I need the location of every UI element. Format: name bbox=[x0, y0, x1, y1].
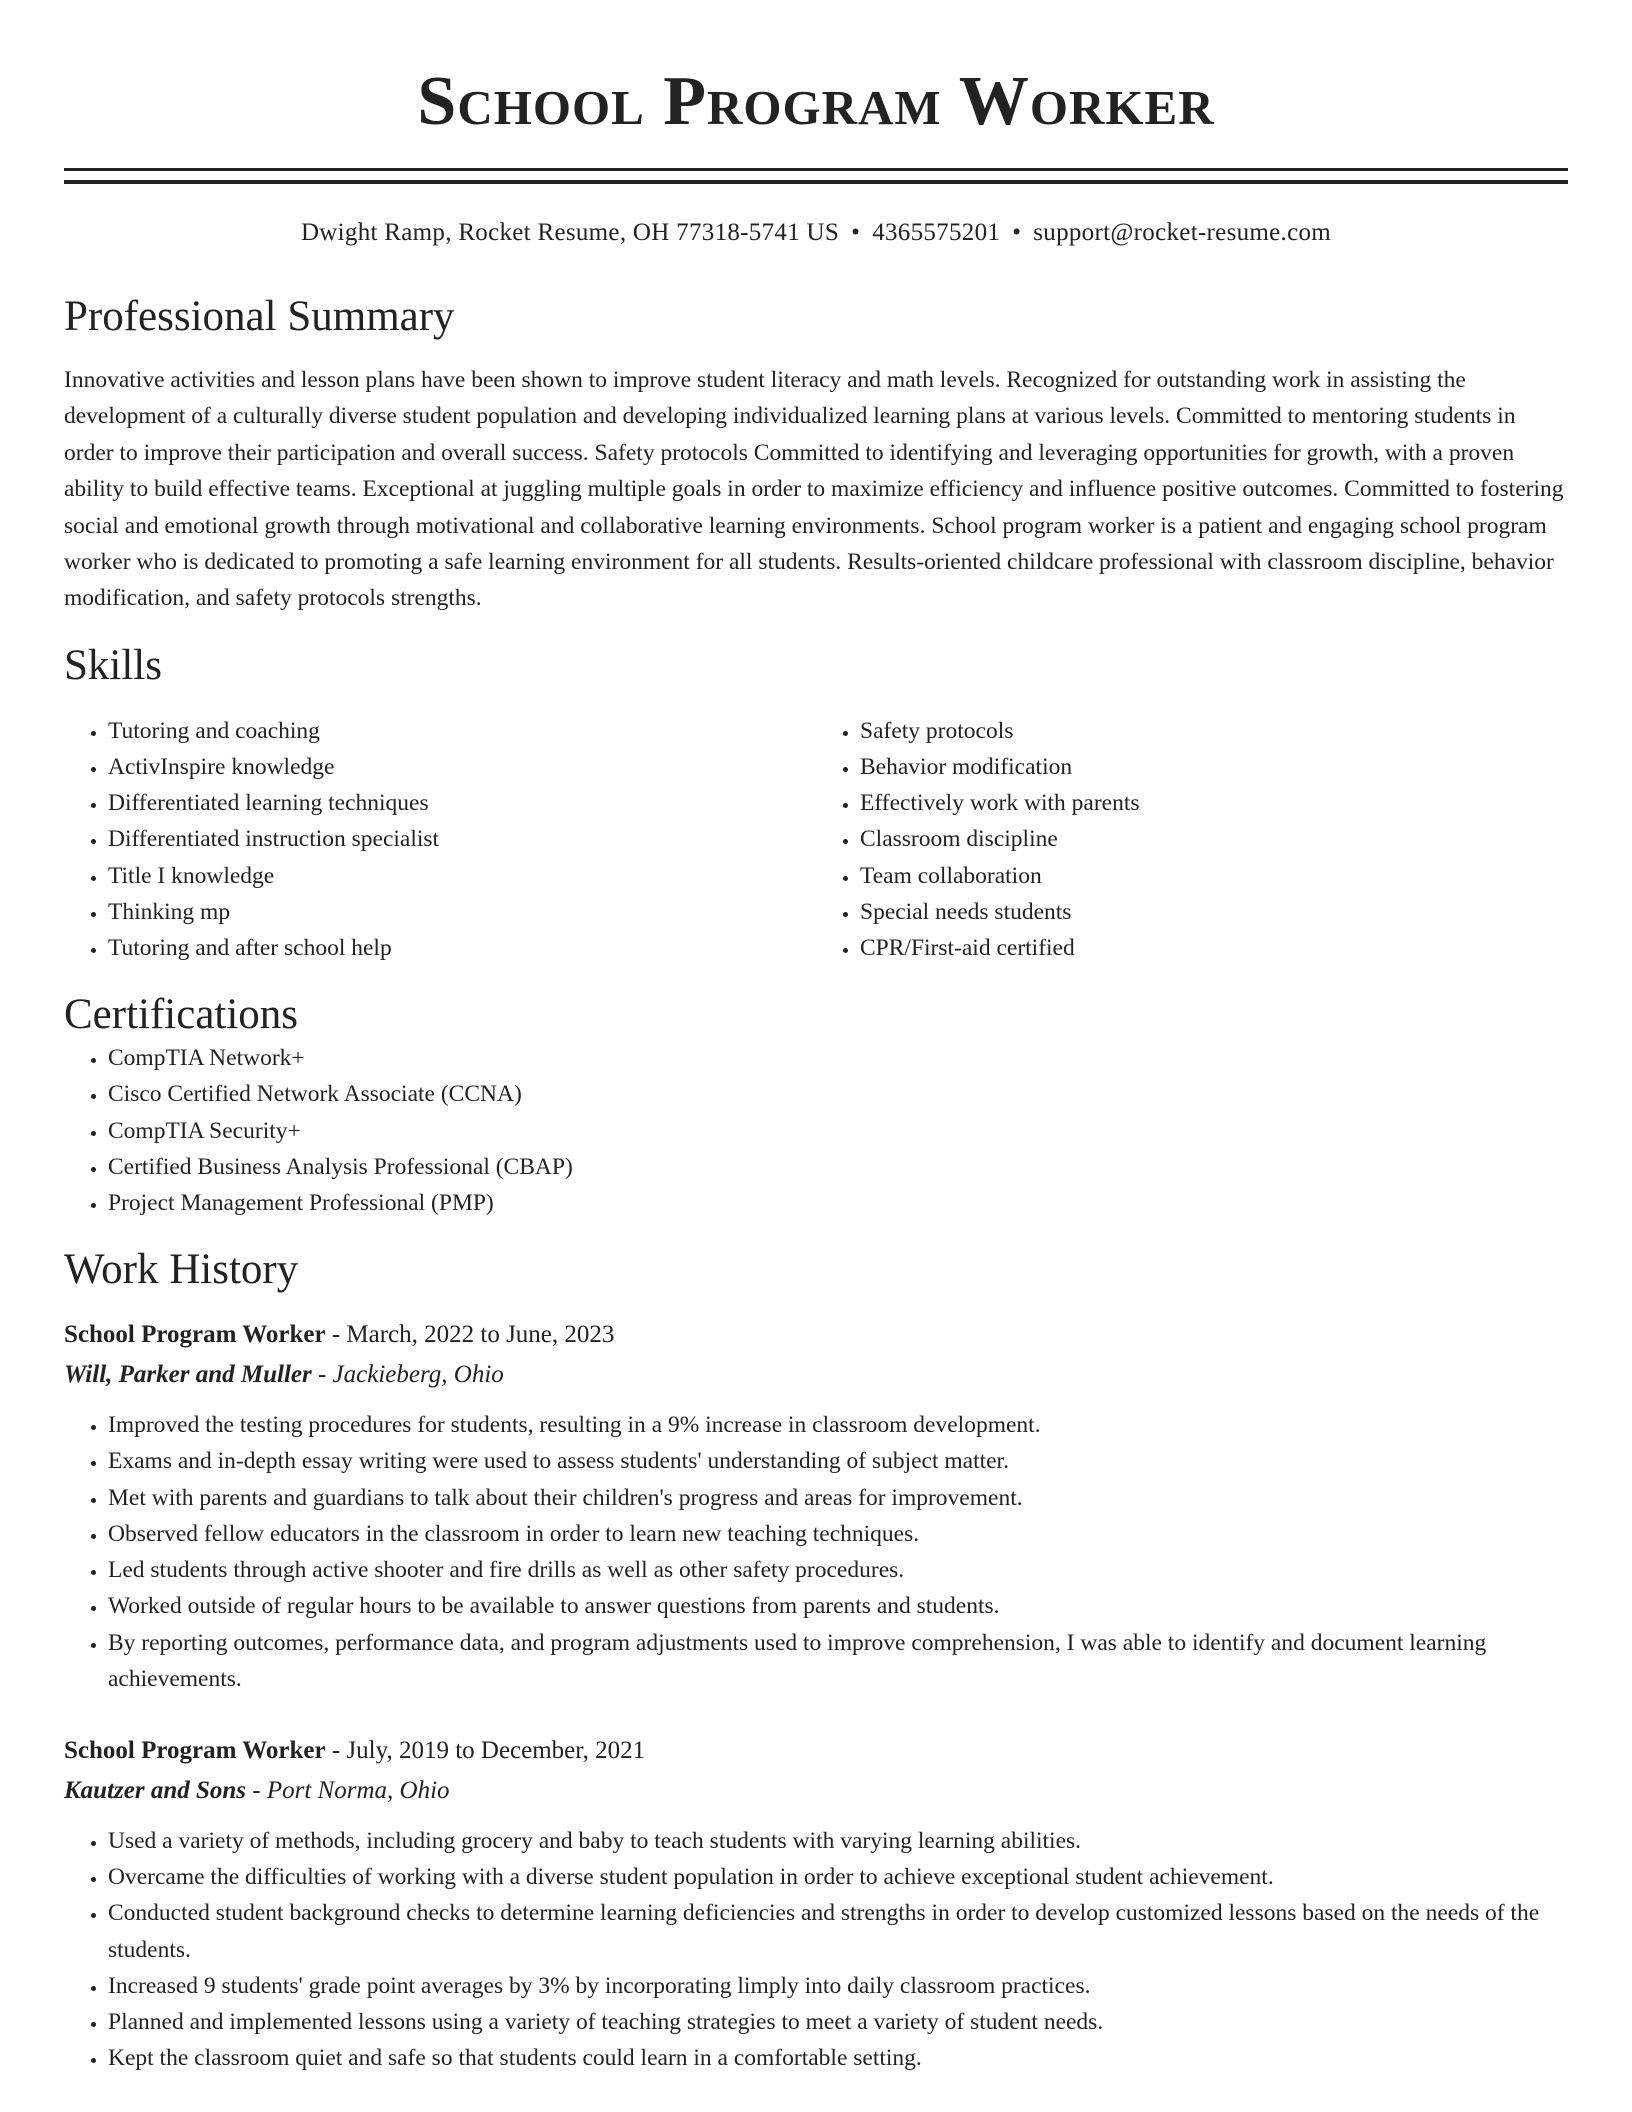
contact-phone: 4365575201 bbox=[872, 219, 1001, 246]
certification-item: • Project Management Professional (PMP) bbox=[108, 1185, 1568, 1221]
summary-text: Innovative activities and lesson plans have been shown to improve student literacy and math levels. Recognized for outstanding work in assisting the development of a culturally diverse student population and developing individualized learning plans at various levels. Committed to mentoring students in order to improve their participation and overall success. Safety protocols Committed to identifying and leveraging opportunities for growth, with a proven ability to build effective teams. Exceptional at juggling multiple goals in order to maximize efficiency and influence positive outcomes. Committed to fostering social and emotional growth through motivational and collaborative learning environments. School program worker is a patient and engaging school program worker who is dedicated to promoting a safe learning environment for all students. Results-oriented childcare professional with classroom discipline, behavior modification, and safety protocols strengths. bbox=[64, 367, 1564, 612]
resume-title: School Program Worker bbox=[417, 63, 1215, 140]
skill-item: • Behavior modification bbox=[860, 749, 1568, 785]
job-location: Port Norma, Ohio bbox=[266, 1776, 450, 1804]
skill-item: • Effectively work with parents bbox=[860, 785, 1568, 821]
skills-grid bbox=[64, 713, 1568, 966]
skill-item: • Thinking mp bbox=[108, 894, 816, 930]
job-bullet: • By reporting outcomes, performance data, and program adjustments used to improve comprehension, I was able to identify and document learning achievements. bbox=[108, 1625, 1568, 1697]
skill-item: • Tutoring and coaching bbox=[108, 713, 816, 749]
job-company-line: Will, Parker and Muller - Jackieberg, Ohio bbox=[64, 1361, 504, 1389]
job-bullet: • Increased 9 students' grade point averages by 3% by incorporating limply into daily classroom practices. bbox=[108, 1968, 1568, 2004]
job-company: Will, Parker and Muller bbox=[64, 1361, 312, 1389]
job-bullet: • Improved the testing procedures for students, resulting in a 9% increase in classroom development. bbox=[108, 1407, 1568, 1443]
job-bullet: • Exams and in-depth essay writing were used to assess students' understanding of subject matter. bbox=[108, 1443, 1568, 1479]
job-bullet: • Led students through active shooter and fire drills as well as other safety procedures. bbox=[108, 1552, 1568, 1588]
summary-heading: Professional Summary bbox=[64, 293, 455, 340]
resume-content bbox=[64, 0, 1568, 2076]
job-bullet: • Planned and implemented lessons using a variety of teaching strategies to meet a variety of student needs. bbox=[108, 2004, 1568, 2040]
skill-item: • Differentiated learning techniques bbox=[108, 785, 816, 821]
skill-item: • Special needs students bbox=[860, 894, 1568, 930]
skill-item: • Differentiated instruction specialist bbox=[108, 821, 816, 857]
certification-item: • Certified Business Analysis Professional (CBAP) bbox=[108, 1149, 1568, 1185]
skill-item: • Safety protocols bbox=[860, 713, 1568, 749]
job-title: School Program Worker bbox=[64, 1321, 326, 1349]
skill-item: • Tutoring and after school help bbox=[108, 930, 816, 966]
job-bullet: • Kept the classroom quiet and safe so that students could learn in a comfortable setting. bbox=[108, 2040, 1568, 2076]
job-title-line: School Program Worker - March, 2022 to June, 2023 bbox=[64, 1321, 615, 1349]
job-dates: March, 2022 to June, 2023 bbox=[346, 1321, 615, 1349]
job-bullet: • Observed fellow educators in the classroom in order to learn new teaching techniques. bbox=[108, 1516, 1568, 1552]
job-bullets bbox=[64, 1407, 1568, 1697]
job-bullet: • Worked outside of regular hours to be available to answer questions from parents and students. bbox=[108, 1588, 1568, 1624]
skills-list-left bbox=[64, 713, 816, 966]
job-entry bbox=[64, 1315, 1568, 1697]
job-dates: July, 2019 to December, 2021 bbox=[346, 1736, 646, 1764]
contact-separator: • bbox=[851, 219, 861, 246]
skills-heading: Skills bbox=[64, 641, 162, 689]
skill-item: • Classroom discipline bbox=[860, 821, 1568, 857]
skill-item: • Team collaboration bbox=[860, 858, 1568, 894]
contact-email: support@rocket-resume.com bbox=[1033, 219, 1332, 246]
job-company: Kautzer and Sons bbox=[64, 1776, 247, 1804]
job-title: School Program Worker bbox=[64, 1736, 326, 1764]
job-bullet: • Overcame the difficulties of working with a diverse student population in order to achieve exceptional student achievement. bbox=[108, 1859, 1568, 1895]
contact-line bbox=[64, 218, 1568, 248]
job-bullets bbox=[64, 1823, 1568, 2076]
skill-item: • ActivInspire knowledge bbox=[108, 749, 816, 785]
title-double-rule bbox=[64, 168, 1568, 184]
certification-item: • Cisco Certified Network Associate (CCNA) bbox=[108, 1076, 1568, 1112]
job-bullet: • Conducted student background checks to determine learning deficiencies and strengths in order to develop customized lessons based on the needs of the students. bbox=[108, 1895, 1568, 1967]
job-title-line: School Program Worker - July, 2019 to December, 2021 bbox=[64, 1736, 646, 1764]
certification-item: • CompTIA Security+ bbox=[108, 1113, 1568, 1149]
skill-item: • Title I knowledge bbox=[108, 858, 816, 894]
skills-list-right bbox=[816, 713, 1568, 966]
job-bullet: • Used a variety of methods, including grocery and baby to teach students with varying learning abilities. bbox=[108, 1823, 1568, 1859]
certification-item: • CompTIA Network+ bbox=[108, 1040, 1568, 1076]
job-bullet: • Met with parents and guardians to talk about their children's progress and areas for improvement. bbox=[108, 1480, 1568, 1516]
contact-address: Dwight Ramp, Rocket Resume, OH 77318-5741 US bbox=[300, 219, 840, 246]
job-entry bbox=[64, 1731, 1568, 2076]
certifications-list bbox=[64, 1040, 1568, 1221]
work-history-heading: Work History bbox=[64, 1246, 299, 1294]
contact-separator: • bbox=[1012, 219, 1022, 246]
skill-item: • CPR/First-aid certified bbox=[860, 930, 1568, 966]
job-location: Jackieberg, Ohio bbox=[332, 1361, 504, 1389]
certifications-heading: Certifications bbox=[64, 991, 299, 1039]
job-company-line: Kautzer and Sons - Port Norma, Ohio bbox=[64, 1776, 450, 1804]
